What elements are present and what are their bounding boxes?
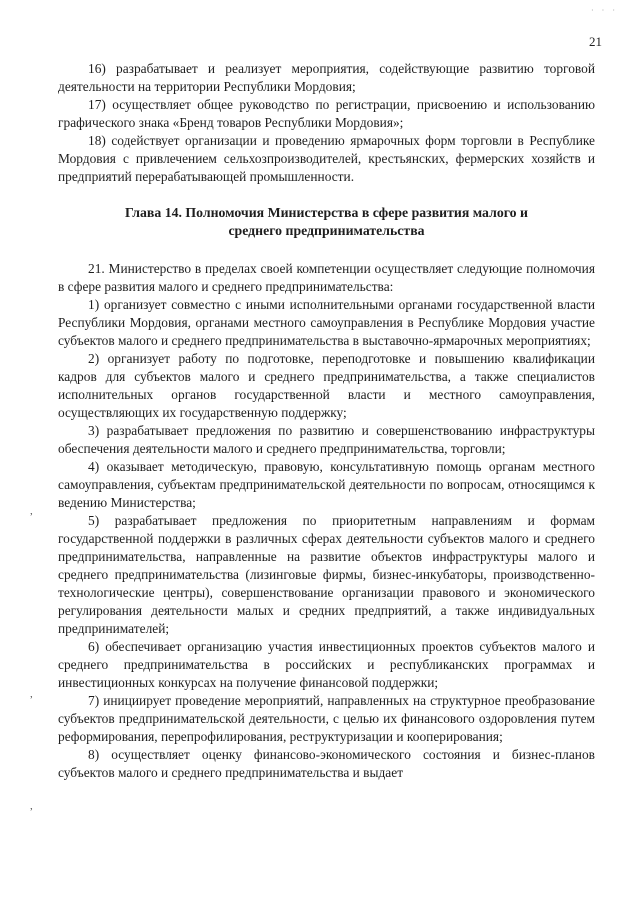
page-number: 21 bbox=[589, 34, 602, 49]
paragraph-clause-21: 21. Министерство в пределах своей компетенции осуществляет следующие полномочия в сфере развития малого и среднего предпринимательства: bbox=[58, 261, 595, 294]
paragraph-item-4: 4) оказывает методическую, правовую, консультативную помощь органам местного самоуправления, субъектам предпринимательской деятельности по вопросам, относящимся к ведению Министерства; bbox=[58, 459, 595, 510]
paragraph-item-6: 6) обеспечивает организацию участия инвестиционных проектов субъектов малого и среднего предпринимательства в российских и республиканских программах и инвестиционных конкурсах на получение финансовой поддержки; bbox=[58, 639, 595, 690]
paragraph-item-17: 17) осуществляет общее руководство по регистрации, присвоению и использованию графического знака «Бренд товаров Республики Мордовия»; bbox=[58, 97, 595, 130]
paragraph-item-1: 1) организует совместно с иными исполнительными органами государственной власти Республики Мордовия, органами местного самоуправления в Республике Мордовия участие субъектов малого и среднего предпринимательства в выставочно-ярмарочных мероприятиях; bbox=[58, 297, 595, 348]
margin-mark: , bbox=[30, 505, 33, 517]
scan-artifact: · · · bbox=[591, 6, 618, 15]
paragraph-item-3: 3) разрабатывает предложения по развитию и совершенствованию инфраструктуры обеспечения деятельности малого и среднего предпринимательства, торговли; bbox=[58, 423, 595, 456]
paragraph-item-7: 7) инициирует проведение мероприятий, направленных на структурное преобразование субъектов предпринимательской деятельности, с целью их финансового оздоровления путем реформирования, перепрофилирования, реструктуризации и кооперирования; bbox=[58, 693, 595, 744]
chapter-heading: Глава 14. Полномочия Министерства в сфере развития малого и среднего предпринимательства bbox=[125, 205, 528, 238]
paragraph-item-18: 18) содействует организации и проведению ярмарочных форм торговли в Республике Мордовия с привлечением сельхозпроизводителей, крестьянских, фермерских хозяйств и предприятий перерабатывающей промышленности. bbox=[58, 133, 595, 184]
paragraph-item-5: 5) разрабатывает предложения по приоритетным направлениям и формам государственной поддержки в различных сферах деятельности субъектов малого и среднего предпринимательства, направленные на развитие объектов инфраструктуры малого и среднего предпринимательства (лизинговые фирмы, бизнес-инкубаторы, производственно-технологические центры), совершенствование организации правового и экономического регулирования деятельности малых и средних предприятий, а также индивидуальных предпринимателей; bbox=[58, 513, 595, 636]
paragraph-item-2: 2) организует работу по подготовке, переподготовке и повышению квалификации кадров для субъектов малого и среднего предпринимательства, а также специалистов исполнительных органов государственной власти и местного самоуправления, осуществляющих их государственную поддержку; bbox=[58, 351, 595, 420]
document-body bbox=[58, 60, 595, 782]
margin-mark: , bbox=[30, 688, 33, 700]
margin-mark: , bbox=[30, 800, 33, 812]
paragraph-item-16: 16) разрабатывает и реализует мероприятия, содействующие развитию торговой деятельности на территории Республики Мордовия; bbox=[58, 61, 595, 94]
paragraph-item-8: 8) осуществляет оценку финансово-экономического состояния и бизнес-планов субъектов малого и среднего предпринимательства и выдает bbox=[58, 747, 595, 780]
